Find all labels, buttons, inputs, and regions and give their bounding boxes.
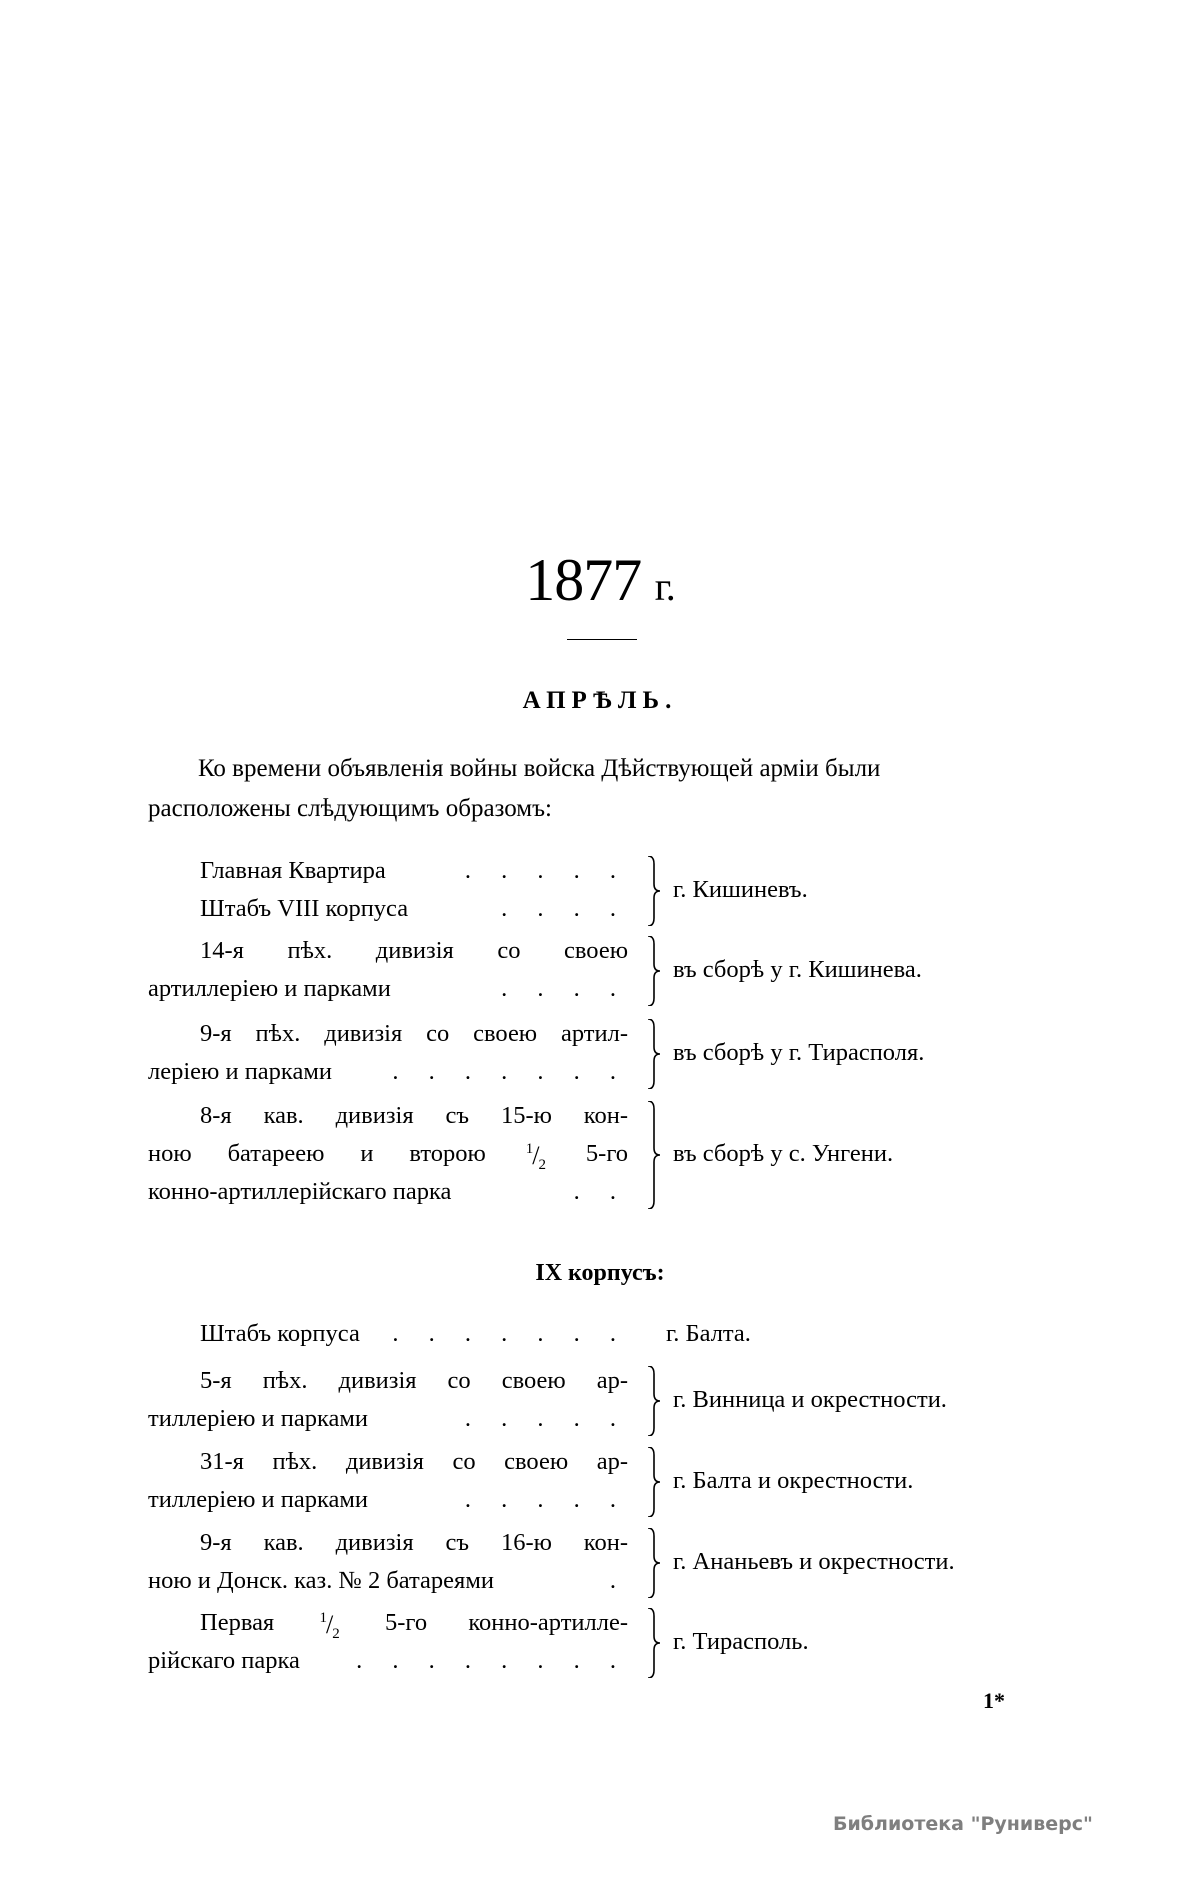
unit-text: 5-го конно-артилле-	[384, 1609, 628, 1636]
entry-line: 14-я пѣх. дивизія со своею	[200, 937, 628, 964]
unit-text: артиллеріею и парками	[148, 975, 391, 1002]
right-brace-icon	[646, 1447, 662, 1517]
army-entry	[148, 852, 1068, 928]
entry-location: г. Винница и окрестности.	[673, 1386, 947, 1413]
entry-location: въ сборѣ у г. Кишинева.	[673, 956, 922, 983]
leader-dots: . . . . . . . .	[356, 1647, 628, 1674]
right-brace-icon	[646, 856, 662, 926]
right-brace-icon	[646, 1019, 662, 1089]
year-heading	[0, 545, 1200, 622]
right-brace-icon	[646, 1366, 662, 1436]
leader-dots: . . . .	[501, 975, 628, 1002]
entry-location: г. Кишиневъ.	[673, 876, 808, 903]
entry-line: 31-я пѣх. дивизія со своею ар-	[200, 1448, 628, 1475]
leader-dots: . .	[573, 1178, 628, 1205]
entry-location: г. Тирасполь.	[673, 1628, 809, 1655]
unit-text: Штабъ корпуса	[200, 1320, 360, 1347]
corps-section-title: IX корпусъ:	[535, 1260, 665, 1286]
entry-units	[148, 852, 628, 928]
entry-line	[148, 1604, 628, 1642]
unit-text: ною батареею и второю	[148, 1140, 486, 1167]
entry-units	[148, 1604, 628, 1680]
unit-text: рійскаго парка	[148, 1647, 300, 1674]
fraction-numerator: 1	[319, 1610, 327, 1626]
library-watermark: Библиотека "Руниверс"	[833, 1813, 1093, 1835]
entry-location: г. Ананьевъ и окрестности.	[673, 1548, 955, 1575]
entry-line	[148, 970, 628, 1008]
heading-divider	[567, 639, 637, 640]
leader-dots: . . . . . . .	[392, 1058, 628, 1085]
leader-dots: . . . . .	[464, 857, 628, 884]
entry-line	[148, 1173, 628, 1211]
entry-units	[148, 1524, 628, 1600]
right-brace-icon	[646, 1608, 662, 1678]
year-suffix: г.	[654, 564, 675, 609]
right-brace-icon	[646, 936, 662, 1006]
fraction-one-half: 1/2	[319, 1610, 340, 1642]
entry-line	[148, 1135, 628, 1173]
entry-units	[148, 932, 628, 1008]
intro-paragraph	[148, 749, 1058, 829]
leader-dots: .	[609, 1567, 628, 1594]
unit-text: тиллеріею и парками	[148, 1486, 368, 1513]
entry-line: 9-я кав. дивизія съ 16-ю кон-	[200, 1529, 628, 1556]
unit-text: Штабъ VIII корпуса	[200, 895, 409, 922]
army-entry	[148, 1015, 1068, 1091]
army-entry	[148, 1097, 1068, 1211]
unit-text: тиллеріею и парками	[148, 1405, 368, 1432]
unit-text: Главная Квартира	[200, 857, 386, 884]
month-heading: АПРѢЛЬ.	[522, 687, 678, 714]
intro-line-1: Ко времени объявленія войны войска Дѣйствующей арміи были	[198, 755, 881, 782]
fraction-denominator: 2	[538, 1157, 546, 1173]
entry-line	[148, 1315, 628, 1353]
entry-units	[148, 1362, 628, 1438]
entry-units	[148, 1097, 628, 1211]
entry-line	[148, 890, 628, 928]
leader-dots: . . . . . . .	[392, 1320, 628, 1347]
entry-units	[148, 1015, 628, 1091]
entry-location: г. Балта.	[666, 1320, 751, 1347]
year-number: 1877	[525, 547, 642, 613]
corps-entry	[148, 1362, 1068, 1438]
corps-entry	[148, 1443, 1068, 1519]
unit-text: ною и Донск. каз. № 2 батареями	[148, 1567, 494, 1594]
corps-entry	[148, 1315, 1068, 1353]
leader-dots: . . . .	[501, 895, 628, 922]
unit-text: леріею и парками	[148, 1058, 332, 1085]
corps-entry	[148, 1604, 1068, 1680]
leader-dots: . . . . .	[464, 1486, 628, 1513]
unit-text: Первая	[200, 1609, 275, 1636]
unit-text: конно-артиллерійскаго парка	[148, 1178, 452, 1205]
entry-line	[148, 852, 628, 890]
army-entry	[148, 932, 1068, 1008]
intro-line-2: расположены слѣдующимъ образомъ:	[148, 795, 552, 822]
fraction-numerator: 1	[525, 1141, 534, 1157]
entry-location: г. Балта и окрестности.	[673, 1467, 914, 1494]
entry-line	[148, 1562, 628, 1600]
leader-dots: . . . . .	[464, 1405, 628, 1432]
entry-location: въ сборѣ у г. Тирасполя.	[673, 1039, 925, 1066]
entry-line	[148, 1481, 628, 1519]
entry-line	[148, 1642, 628, 1680]
fraction-denominator: 2	[332, 1626, 340, 1642]
right-brace-icon	[646, 1528, 662, 1598]
corps-entry	[148, 1524, 1068, 1600]
entry-line	[148, 1053, 628, 1091]
entry-line: 8-я кав. дивизія съ 15-ю кон-	[200, 1102, 628, 1129]
right-brace-icon	[646, 1101, 662, 1209]
entry-units	[148, 1315, 628, 1353]
page-signature: 1*	[983, 1688, 1005, 1713]
entry-line	[148, 1400, 628, 1438]
entry-line: 5-я пѣх. дивизія со своею ар-	[200, 1367, 628, 1394]
fraction-one-half: 1/2	[525, 1141, 546, 1173]
entry-location: въ сборѣ у с. Унгени.	[673, 1140, 894, 1167]
unit-text: 5-го	[585, 1140, 629, 1167]
entry-line: 9-я пѣх. дивизія со своею артил-	[200, 1020, 628, 1047]
entry-units	[148, 1443, 628, 1519]
